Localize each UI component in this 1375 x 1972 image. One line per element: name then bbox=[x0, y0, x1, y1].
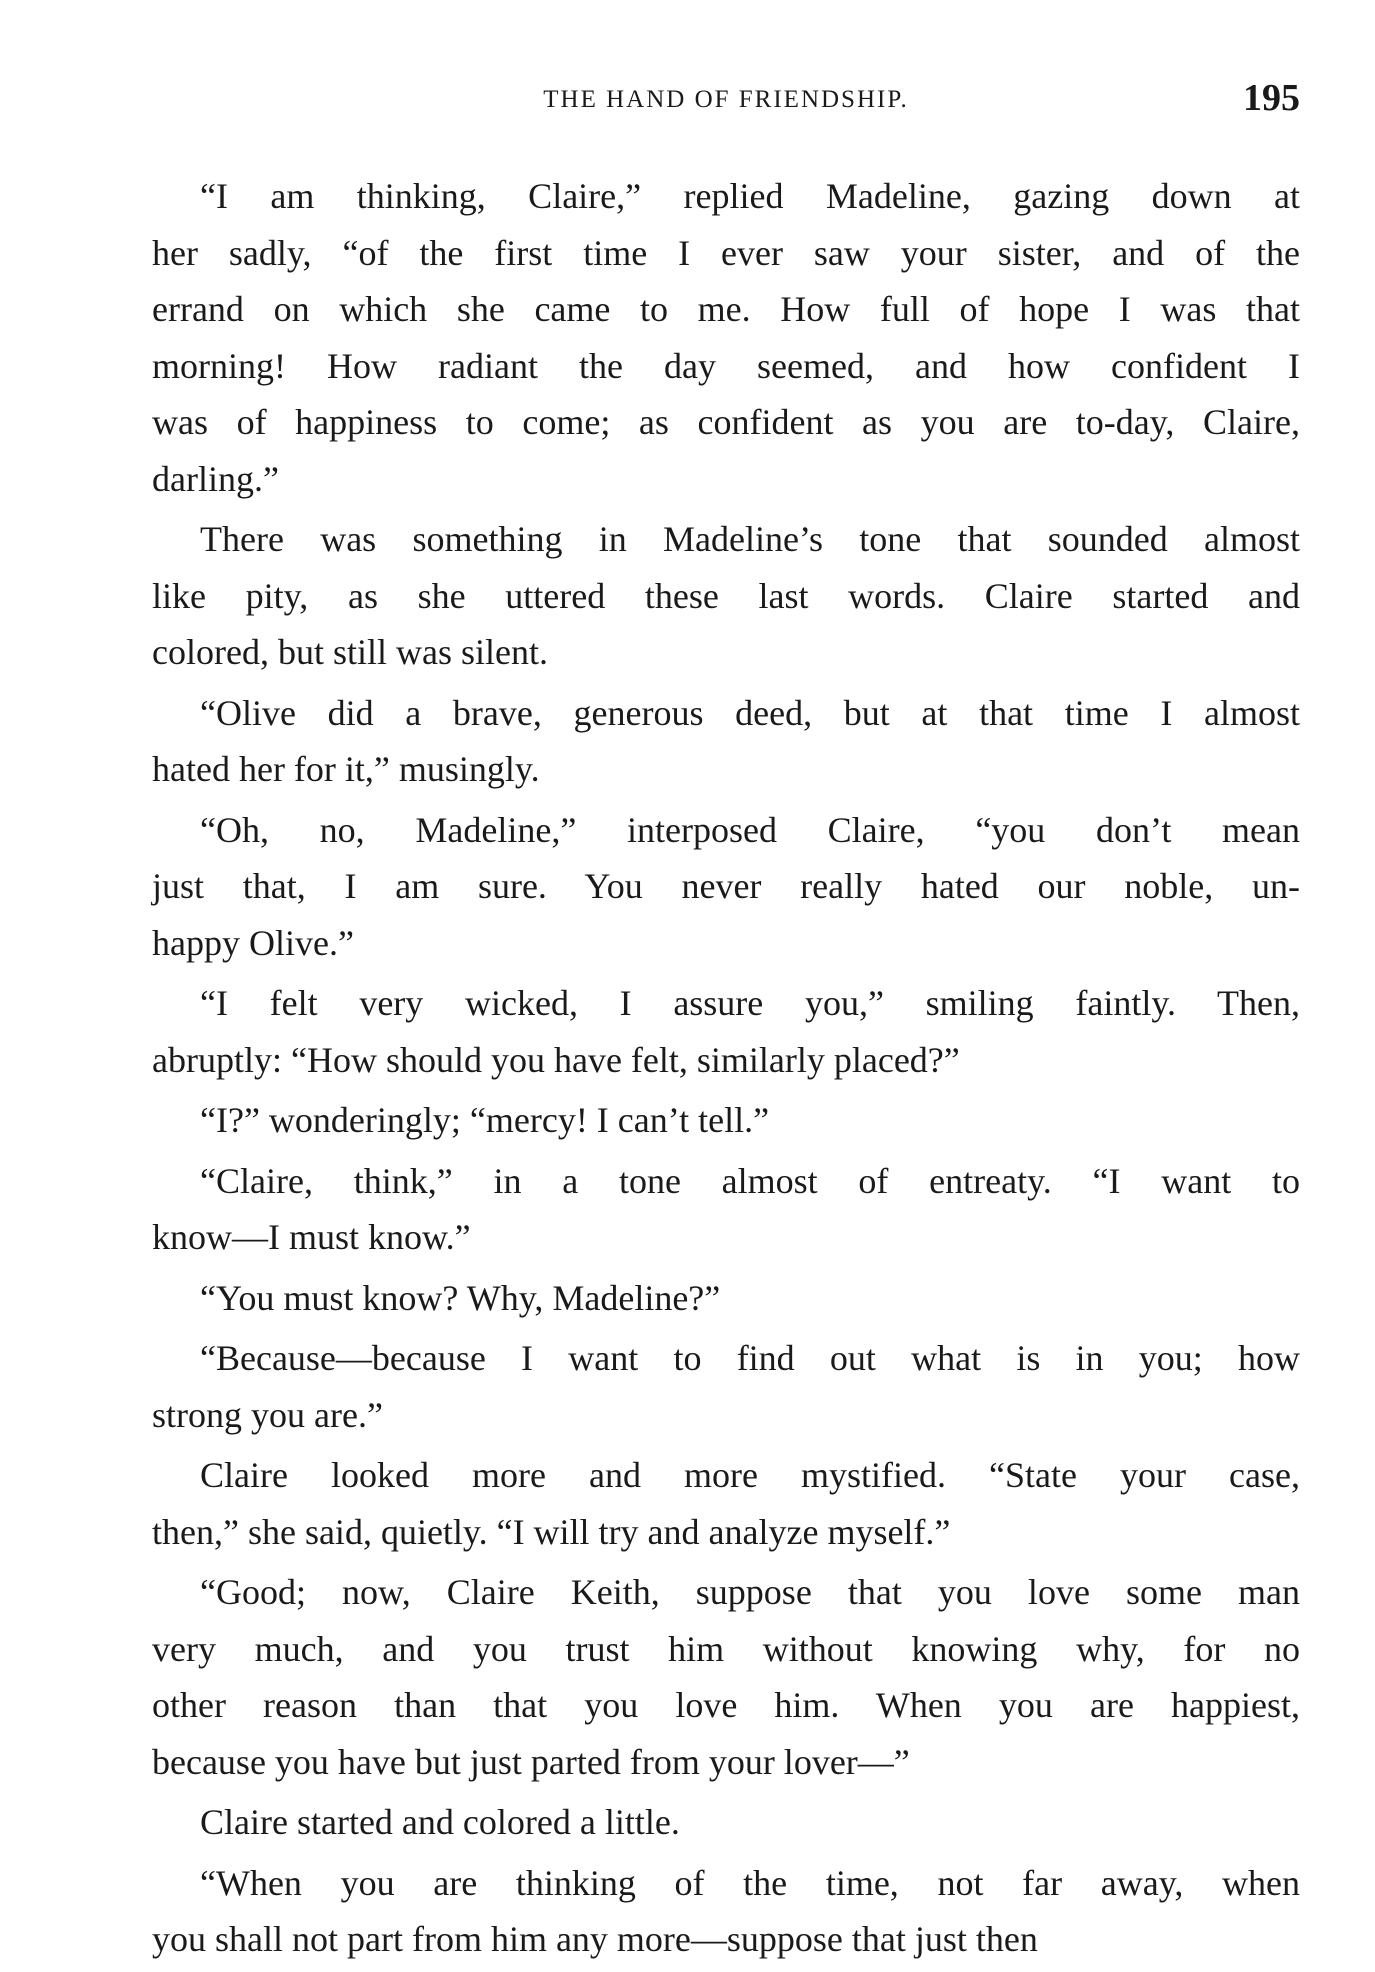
paragraph bbox=[152, 1794, 1300, 1851]
text-line: “Olive did a brave, generous deed, but at that time I almost bbox=[200, 692, 1300, 733]
paragraph bbox=[152, 511, 1300, 681]
text-line: “I felt very wicked, I assure you,” smiling faintly. Then, bbox=[200, 983, 1300, 1023]
text-line: “I?” wonderingly; “mercy! I can’t tell.” bbox=[200, 1100, 770, 1140]
text-line: “You must know? Why, Madeline?” bbox=[200, 1277, 721, 1318]
paragraph bbox=[152, 1855, 1300, 1968]
text-line: Claire looked more and more mystified. “State your case, bbox=[200, 1455, 1300, 1495]
text-line: morning! How radiant the day seemed, and how confident I bbox=[152, 345, 1300, 386]
text-line: very much, and you trust him without knowing why, for no bbox=[152, 1628, 1300, 1669]
text-line: her sadly, “of the first time I ever saw your sister, and of the bbox=[152, 232, 1300, 273]
paragraph bbox=[152, 1153, 1300, 1266]
text-line: then,” she said, quietly. “I will try and analyze myself.” bbox=[152, 1511, 951, 1552]
paragraph bbox=[152, 1330, 1300, 1443]
text-line: “I am thinking, Claire,” replied Madeline, gazing down at bbox=[200, 176, 1300, 216]
running-title: THE HAND OF FRIENDSHIP. bbox=[543, 86, 909, 113]
paragraph bbox=[152, 1564, 1300, 1790]
text-line: “Good; now, Claire Keith, suppose that you love some man bbox=[200, 1572, 1300, 1612]
paragraph bbox=[152, 1270, 1300, 1327]
text-line: Claire started and colored a little. bbox=[200, 1802, 680, 1842]
paragraph bbox=[152, 975, 1300, 1088]
text-line: “Oh, no, Madeline,” interposed Claire, “you don’t mean bbox=[200, 809, 1300, 850]
page-number: 195 bbox=[1243, 77, 1300, 119]
text-line: “When you are thinking of the time, not far away, when bbox=[200, 1862, 1300, 1903]
text-line: happy Olive.” bbox=[152, 922, 354, 963]
text-line: errand on which she came to me. How full of hope I was that bbox=[152, 289, 1300, 329]
text-line: hated her for it,” musingly. bbox=[152, 749, 540, 789]
text-line: “Claire, think,” in a tone almost of entreaty. “I want to bbox=[200, 1160, 1300, 1201]
paragraph bbox=[152, 1092, 1300, 1149]
paragraph bbox=[152, 802, 1300, 972]
paragraph bbox=[152, 685, 1300, 798]
text-line: darling.” bbox=[152, 458, 279, 499]
text-line: colored, but still was silent. bbox=[152, 632, 548, 672]
text-line: strong you are.” bbox=[152, 1394, 383, 1435]
running-head bbox=[152, 76, 1300, 124]
text-line: “Because—because I want to find out what is in you; how bbox=[200, 1338, 1300, 1378]
text-line: you shall not part from him any more—suppose that just then bbox=[152, 1919, 1038, 1959]
text-line: was of happiness to come; as confident as you are to-day, Claire, bbox=[152, 402, 1300, 442]
text-line: know—I must know.” bbox=[152, 1217, 471, 1257]
body-text bbox=[152, 168, 1300, 1972]
text-line: like pity, as she uttered these last words. Claire started and bbox=[152, 575, 1300, 616]
text-line: just that, I am sure. You never really hated our noble, un- bbox=[152, 866, 1300, 906]
paragraph bbox=[152, 168, 1300, 507]
text-line: other reason than that you love him. When you are happiest, bbox=[152, 1685, 1300, 1725]
text-line: abruptly: “How should you have felt, similarly placed?” bbox=[152, 1039, 960, 1080]
text-line: There was something in Madeline’s tone that sounded almost bbox=[200, 519, 1300, 559]
paragraph bbox=[152, 1447, 1300, 1560]
text-line: because you have but just parted from your lover—” bbox=[152, 1741, 910, 1782]
